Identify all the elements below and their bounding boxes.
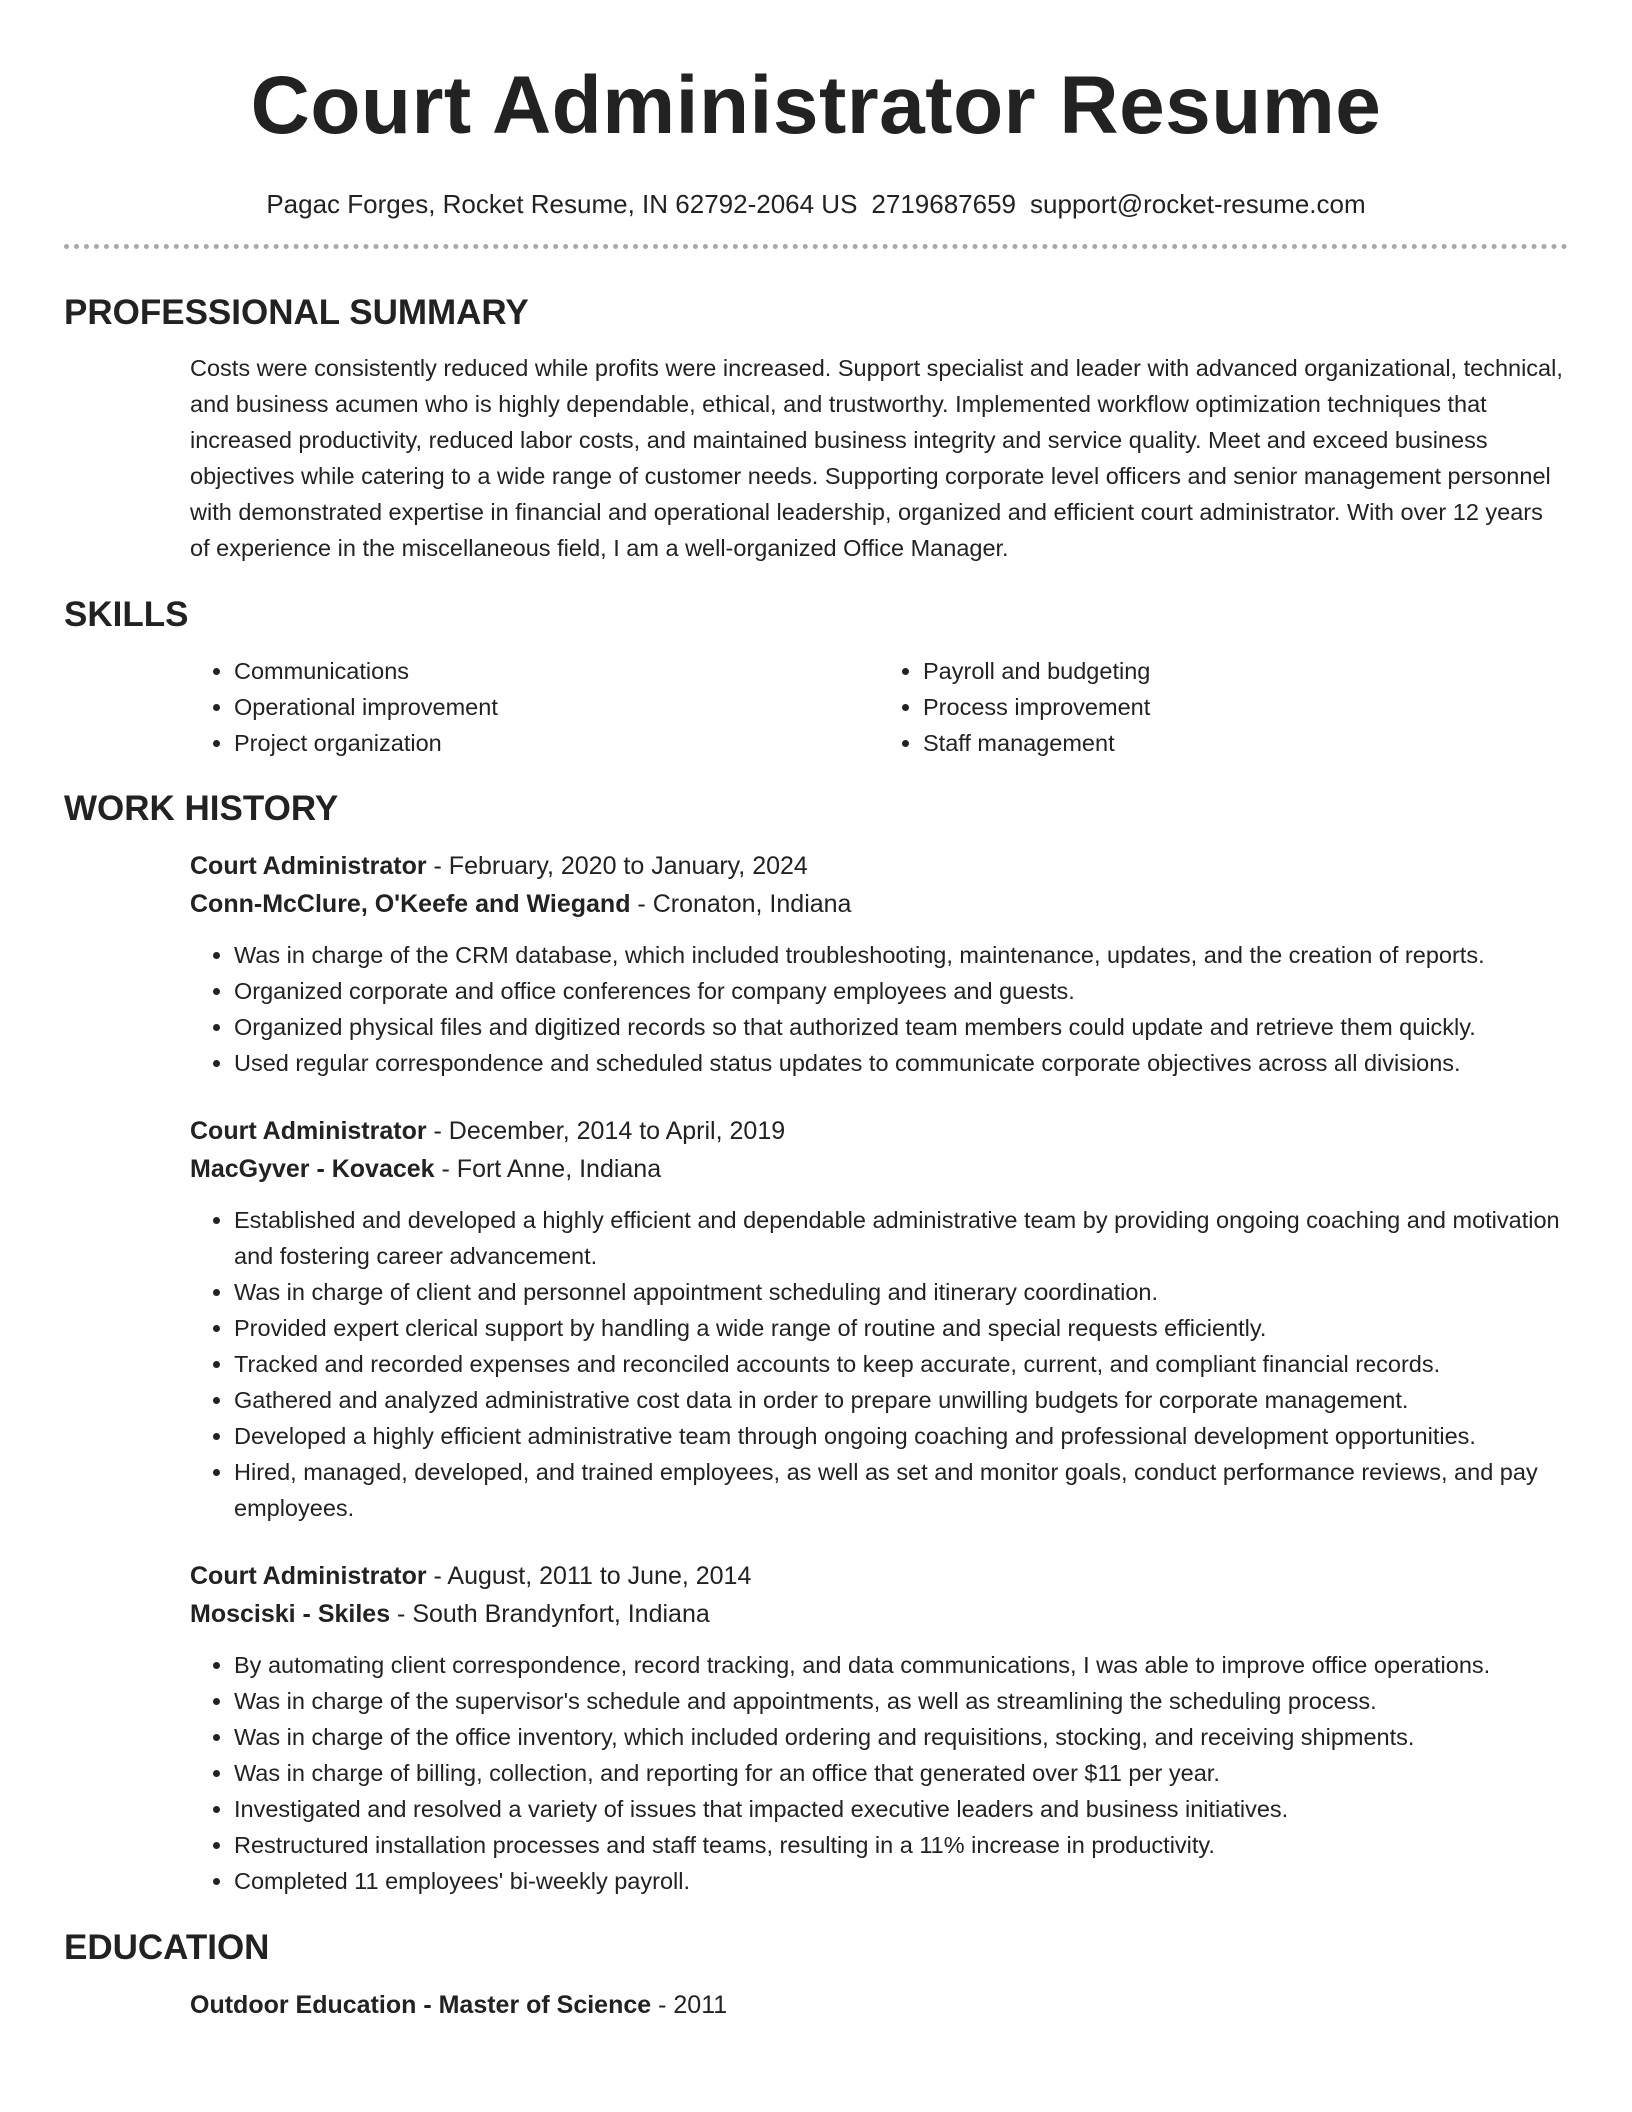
job-bullet: • Gathered and analyzed administrative cost data in order to prepare unwilling budgets for corporate management. <box>234 1382 1568 1418</box>
job-bullet: • Established and developed a highly efficient and dependable administrative team by providing ongoing coaching and motivation and fostering career advancement. <box>234 1202 1568 1274</box>
job-location: - South Brandynfort, Indiana <box>390 1600 710 1628</box>
skill-item: • Project organization <box>234 725 879 761</box>
job-bullet: • By automating client correspondence, record tracking, and data communications, I was able to improve office operations. <box>234 1647 1568 1683</box>
job-dates: - August, 2011 to June, 2014 <box>426 1562 752 1590</box>
job-bullet: • Restructured installation processes and staff teams, resulting in a 11% increase in productivity. <box>234 1827 1568 1863</box>
header-divider <box>64 244 1568 249</box>
job-entry <box>190 1557 1568 1899</box>
skill-item: • Communications <box>234 653 879 689</box>
contact-line <box>64 188 1568 220</box>
job-entry <box>190 847 1568 1081</box>
job-company: Mosciski - Skiles <box>190 1600 391 1628</box>
skill-item: • Process improvement <box>923 689 1568 725</box>
skills-list-right <box>879 653 1568 761</box>
job-role-line <box>190 847 1568 885</box>
summary-text: Costs were consistently reduced while profits were increased. Support specialist and leader with advanced organizational, technical, and business acumen who is highly dependable, ethical, and trustworthy. Implemented workflow optimization techniques that increased productivity, reduced labor costs, and maintained business integrity and service quality. Meet and exceed business objectives while catering to a wide range of customer needs. Supporting corporate level officers and senior management personnel with demonstrated expertise in financial and operational leadership, organized and efficient court administrator. With over 12 years of experience in the miscellaneous field, I am a well-organized Office Manager. <box>190 355 1563 561</box>
job-bullet: • Was in charge of the office inventory, which included ordering and requisitions, stocking, and receiving shipments. <box>234 1719 1568 1755</box>
job-bullets <box>190 1647 1568 1899</box>
job-bullet: • Hired, managed, developed, and trained employees, as well as set and monitor goals, conduct performance reviews, and pay employees. <box>234 1454 1568 1526</box>
education-degree: Outdoor Education - Master of Science <box>190 1991 652 2019</box>
job-role: Court Administrator <box>190 1117 427 1145</box>
section-title-education: EDUCATION <box>64 1928 270 1967</box>
job-bullet: • Provided expert clerical support by handling a wide range of routine and special requests efficiently. <box>234 1310 1568 1346</box>
job-company-line <box>190 885 1568 923</box>
job-role: Court Administrator <box>190 852 427 880</box>
skills-grid <box>190 653 1568 761</box>
contact-email: support@rocket-resume.com <box>1030 189 1366 219</box>
job-company-line <box>190 1595 1568 1633</box>
job-bullet: • Organized physical files and digitized records so that authorized team members could update and retrieve them quickly. <box>234 1009 1568 1045</box>
job-bullet: • Investigated and resolved a variety of issues that impacted executive leaders and business initiatives. <box>234 1791 1568 1827</box>
job-role-line <box>190 1557 1568 1595</box>
job-bullet: • Was in charge of the supervisor's schedule and appointments, as well as streamlining the scheduling process. <box>234 1683 1568 1719</box>
contact-phone: 2719687659 <box>871 189 1017 219</box>
job-company-line <box>190 1150 1568 1188</box>
job-dates: - December, 2014 to April, 2019 <box>426 1117 786 1145</box>
section-title-work: WORK HISTORY <box>64 789 339 828</box>
job-bullet: • Completed 11 employees' bi-weekly payroll. <box>234 1863 1568 1899</box>
job-bullet: • Was in charge of client and personnel appointment scheduling and itinerary coordination. <box>234 1274 1568 1310</box>
section-title-skills: SKILLS <box>64 595 189 634</box>
job-bullet: • Was in charge of billing, collection, and reporting for an office that generated over $11 per year. <box>234 1755 1568 1791</box>
job-company: MacGyver - Kovacek <box>190 1155 435 1183</box>
job-bullet: • Organized corporate and office conferences for company employees and guests. <box>234 973 1568 1009</box>
contact-address: Pagac Forges, Rocket Resume, IN 62792-2064 US <box>266 189 858 219</box>
job-location: - Cronaton, Indiana <box>630 890 852 918</box>
resume-title: Court Administrator Resume <box>250 60 1382 151</box>
education-line <box>190 1986 1568 2024</box>
job-bullet: • Developed a highly efficient administrative team through ongoing coaching and professional development opportunities. <box>234 1418 1568 1454</box>
job-dates: - February, 2020 to January, 2024 <box>426 852 808 880</box>
job-location: - Fort Anne, Indiana <box>434 1155 662 1183</box>
job-role: Court Administrator <box>190 1562 427 1590</box>
job-entry <box>190 1112 1568 1526</box>
job-bullets <box>190 937 1568 1081</box>
job-bullet: • Used regular correspondence and scheduled status updates to communicate corporate objectives across all divisions. <box>234 1045 1568 1081</box>
job-bullet: • Tracked and recorded expenses and reconciled accounts to keep accurate, current, and compliant financial records. <box>234 1346 1568 1382</box>
skill-item: • Operational improvement <box>234 689 879 725</box>
section-title-summary: PROFESSIONAL SUMMARY <box>64 293 529 332</box>
job-role-line <box>190 1112 1568 1150</box>
job-company: Conn-McClure, O'Keefe and Wiegand <box>190 890 631 918</box>
education-year: - 2011 <box>651 1991 728 2019</box>
job-bullets <box>190 1202 1568 1526</box>
skill-item: • Staff management <box>923 725 1568 761</box>
job-bullet: • Was in charge of the CRM database, which included troubleshooting, maintenance, updates, and the creation of reports. <box>234 937 1568 973</box>
skills-list-left <box>190 653 879 761</box>
skill-item: • Payroll and budgeting <box>923 653 1568 689</box>
